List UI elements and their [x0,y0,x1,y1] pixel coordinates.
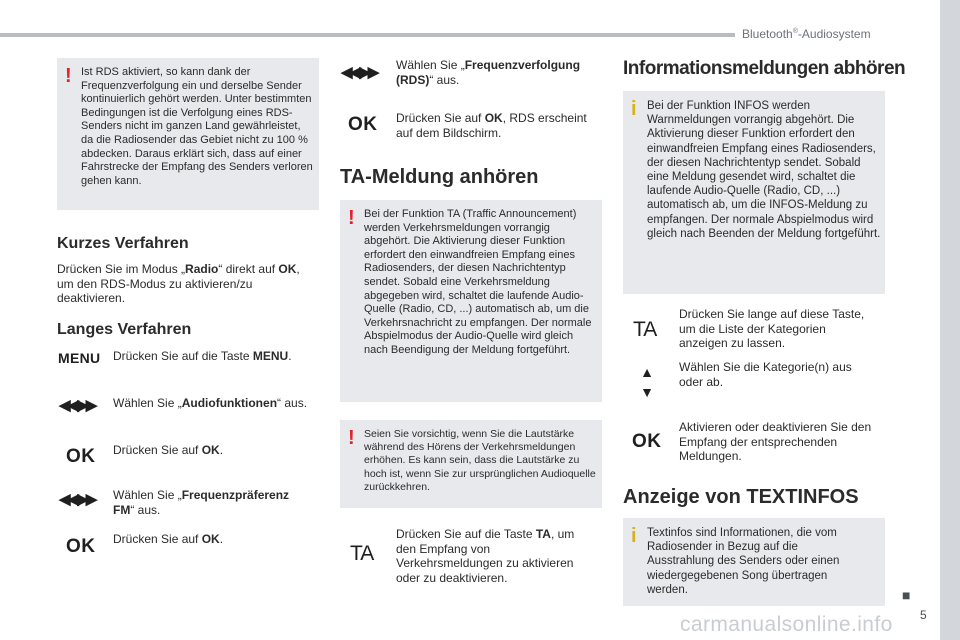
info-step-select: Wählen Sie die Kategorie(n) aus oder ab. [679,360,852,389]
arrow-up-icon: ▲ [640,364,654,380]
seek-arrows-icon: ◀◀ ▶▶ [59,491,95,508]
warning-icon: ! [348,207,355,229]
page-number: 5 [920,608,927,622]
heading-ta-meldung: TA-Meldung anhören [340,166,539,188]
langes-step-3: Drücken Sie auf OK. [113,443,224,457]
heading-informationsmeldungen: Informationsmeldungen abhören [623,58,906,79]
heading-textinfos: Anzeige von TEXTINFOS [623,486,859,508]
edge-tab [940,0,960,640]
info-step-toggle: Aktivieren oder deaktivieren Sie den Empfang der entsprechenden Meldungen. [679,420,872,463]
kurzes-verfahren-text: Drücken Sie im Modus „Radio“ direkt auf OK, um den RDS-Modus zu aktivieren/zu deaktivieren. [57,262,300,305]
ta-key-icon: TA [633,318,657,341]
heading-kurzes-verfahren: Kurzes Verfahren [57,235,189,252]
arrow-down-icon: ▼ [640,384,654,400]
info-icon: i [631,98,637,120]
watermark: carmanualsonline.info [680,613,893,636]
volume-warning-box [340,420,602,508]
ta-warning-box [340,200,602,402]
info-icon: i [631,525,637,547]
langes-step-5: Drücken Sie auf OK. [113,532,224,546]
ok-key-icon: OK [348,114,378,135]
info-step-list: Drücken Sie lange auf diese Taste, um die Liste der Kategorien anzeigen zu lassen. [679,307,865,350]
ok-key-icon: OK [66,446,96,467]
infos-info-text: Bei der Funktion INFOS werden Warnmeldungen vorrangig abgehört. Die Aktivierung dieser Funktion erfordert den einwandfreien Empfang eines Radiosenders, der diesen Nachrichtentyp sendet. Sobald eine Meldung gesendet wird, schaltet die laufende Audio-Quelle (Radio, CD, ...) automatisch ab, um die INFOS-Meldung zu empfangen. Der normale Abspielmodus wird gleich nach Beenden der Meldung fortgeführt. [647,100,881,240]
langes-step-4: Wählen Sie „Frequenzpräferenz FM“ aus. [113,488,290,517]
langes-step-2: Wählen Sie „Audiofunktionen“ aus. [113,396,308,410]
volume-warning-text: Seien Sie vorsichtig, wenn Sie die Lautstärke während des Hörens der Verkehrsmeldungen erhöhen. Es kann sein, dass die Lautstärke zu hoch ist, wenn Sie zur ursprünglichen Audioquelle zurückkehren. [364,428,596,493]
top-rule [0,33,735,37]
ta-step: Drücken Sie auf die Taste TA, um den Empfang von Verkehrsmeldungen zu aktivieren oder zu deaktivieren. [396,527,575,585]
rds-step-select: Wählen Sie „Frequenzverfolgung (RDS)“ aus. [396,58,581,87]
rds-warning-text: Ist RDS aktiviert, so kann dank der Frequenzverfolgung ein und derselbe Sender kontinuierlich gehört werden. Unter bestimmten Bedingungen ist die Verfolgung eines RDS-Senders nicht im ganzen Land gewährleistet, da die Radiosender das Gebiet nicht zu 100 % abdecken. Daraus erklärt sich, dass auf einer Fahrstrecke der Empfang des Senders verloren gehen kann. [81,66,313,187]
ta-key-icon: TA [350,542,374,565]
textinfos-info-text: Textinfos sind Informationen, die vom Radiosender in Bezug auf die Ausstrahlung des Senders oder einen wiedergegebenen Song übertragen werden. [647,527,840,596]
rds-step-confirm: Drücken Sie auf OK, RDS erscheint auf dem Bildschirm. [396,111,587,140]
rds-warning-box [57,58,319,210]
warning-icon: ! [348,427,355,449]
section-end-marker: ■ [902,587,911,603]
ok-key-icon: OK [632,431,662,452]
langes-step-1: Drücken Sie auf die Taste MENU. [113,349,292,363]
warning-icon: ! [65,65,72,87]
seek-arrows-icon: ◀◀ ▶▶ [341,64,377,81]
heading-langes-verfahren: Langes Verfahren [57,321,192,338]
seek-arrows-icon: ◀◀ ▶▶ [59,397,95,414]
menu-key-icon: MENU [58,350,101,366]
ok-key-icon: OK [66,536,96,557]
infos-info-box [623,91,885,294]
textinfos-info-box [623,518,885,606]
ta-warning-text: Bei der Funktion TA (Traffic Announcement) werden Verkehrsmeldungen vorrangig abgehört. Die Aktivierung dieser Funktion erfordert den einwandfreien Empfang eines Radiosenders, der diesen Nachrichtentyp sendet. Sobald eine Verkehrsmeldung abgegeben wird, schaltet die laufende Audio-Quelle (Radio, CD, ...) automatisch ab, um die Verkehrsnachricht zu empfangen. Der normale Abspielmodus der Audio-Quelle wird gleich nach Beendigung der Meldung fortgeführt. [364,208,592,356]
page-header: Bluetooth®-Audiosystem [742,27,871,41]
